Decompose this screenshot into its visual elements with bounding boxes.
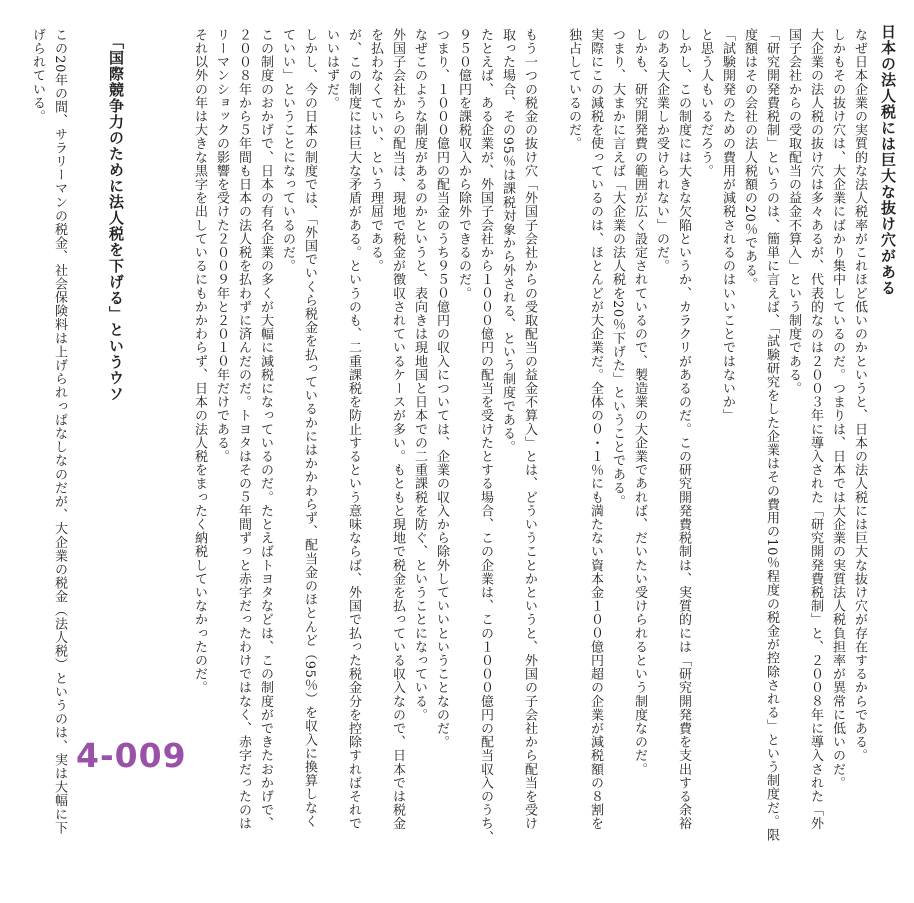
text-column: リーマンショックの影響を受けた２００９年と２０１０年だけである。	[214, 28, 229, 464]
text-column: 取った場合、その95％は課税対象から外される、という制度である。	[500, 28, 515, 454]
text-column: 度額はその会社の法人税額の20％である。	[742, 28, 757, 291]
text-column: なぜこのような制度があるのかというと、表向きは現地国と日本での二重課税を防ぐ、ということになっている。	[412, 28, 427, 722]
text-column: しかもその抜け穴は、大企業にばかり集中しているのだ。つまりは、日本では大企業の実質法人税負担率が異常に低いのだ。	[830, 28, 845, 790]
text-column: 外国子会社からの配当は、現地で税金が徴収されているケースが多い。もともと現地で税金を払っている収入なので、日本では税金	[390, 28, 405, 831]
text-column: この制度のおかげで、日本の有名企業の多くが大幅に減税になっているのだ。たとえばトヨタなどは、この制度ができたおかげで、	[258, 28, 273, 831]
text-column: つまり、大まかに言えば「大企業の法人税を20％下げた」ということである。	[610, 28, 625, 509]
text-column: のある大企業しか受けられない」のだ。	[654, 28, 669, 273]
text-column: それ以外の年は大きな黒字を出しているにもかかわらず、日本の法人税をまったく納税していなかったのだ。	[192, 28, 207, 695]
text-column: 独占しているのだ。	[566, 28, 581, 151]
text-column: なぜ日本企業の実質的な法人税率がこれほど低いのかというと、日本の法人税には巨大な抜け穴が存在するからである。	[852, 28, 867, 763]
text-column: しかも、研究開発費の範囲が広く設定されているので、製造業の大企業であれば、だいたい受けられるという制度なのだ。	[632, 28, 647, 776]
text-column: ていい」ということになっているのだ。	[280, 28, 295, 273]
text-column: 国子会社からの受取配当の益金不算入」という制度である。	[786, 28, 801, 396]
page-number: 4-009	[76, 736, 187, 775]
text-column: しかし、今の日本の制度では、「外国でいくら税金を払っているかにはかかわらず、配当金のほとんど（95％）を収入に換算しなく	[302, 28, 317, 829]
section-heading-loophole: 日本の法人税には巨大な抜け穴がある	[879, 24, 897, 296]
text-column: 大企業の法人税の抜け穴は多々あるが、代表的なのは２００３年に導入された「研究開発費税制」と、２００８年に導入された「外	[808, 28, 823, 831]
text-column: げられている。	[30, 28, 45, 124]
text-column: つまり、１０００億円の配当金のうち９５０億円の収入については、企業の収入から除外していいということなのだ。	[434, 28, 449, 749]
text-column: 「研究開発費税制」というのは、簡単に言えば、「試験研究をした企業はその費用の10％程度の税金が控除される」という制度だ。限	[764, 28, 779, 842]
text-column: ２００８年から５年間も日本の法人税を払わずに済んだのだ。トヨタはその５年間ずっと赤字だったわけではなく、赤字だったのは	[236, 28, 251, 831]
text-column: を払わなくていい、という理屈である。	[368, 28, 383, 273]
text-column: が、この制度には巨大な矛盾がある。というのも、二重課税を防止するという意味ならば、外国で払った税金分を控除すればそれで	[346, 28, 361, 831]
text-column: もう一つの税金の抜け穴「外国子会社からの受取配当の益金不算入」とは、どういうことかというと、外国の子会社から配当を受け	[522, 28, 537, 831]
text-column: この20年の間、サラリーマンの税金、社会保険料は上げられっぱなしなのだが、大企業の税金（法人税）というのは、実は大幅に下	[52, 28, 67, 835]
text-column: たとえば、ある企業が、外国子会社から１０００億円の配当を受けたとする場合、この企業は、この１０００億円の配当収入のうち、	[478, 28, 493, 844]
text-column: いいはずだ。	[324, 28, 339, 110]
text-column: 「試験開発のための費用が減税されるのはいいことではないか」	[720, 28, 735, 423]
text-column: ９５０億円を課税収入から除外できるのだ。	[456, 28, 471, 300]
text-column: しかし、この制度には大きな欠陥というか、カラクリがあるのだ。この研究開発費税制は、実質的には「研究開発費を支出する余裕	[676, 28, 691, 831]
section-heading-competitiveness-lie: 「国際競争力のために法人税を下げる」というウソ	[107, 34, 125, 402]
text-column: 実際にこの減税を使っているのは、ほとんどが大企業だ。全体の０・１％にも満たない資本金１００億円超の企業が減税額の８割を	[588, 28, 603, 831]
text-column: と思う人もいるだろう。	[698, 28, 713, 178]
